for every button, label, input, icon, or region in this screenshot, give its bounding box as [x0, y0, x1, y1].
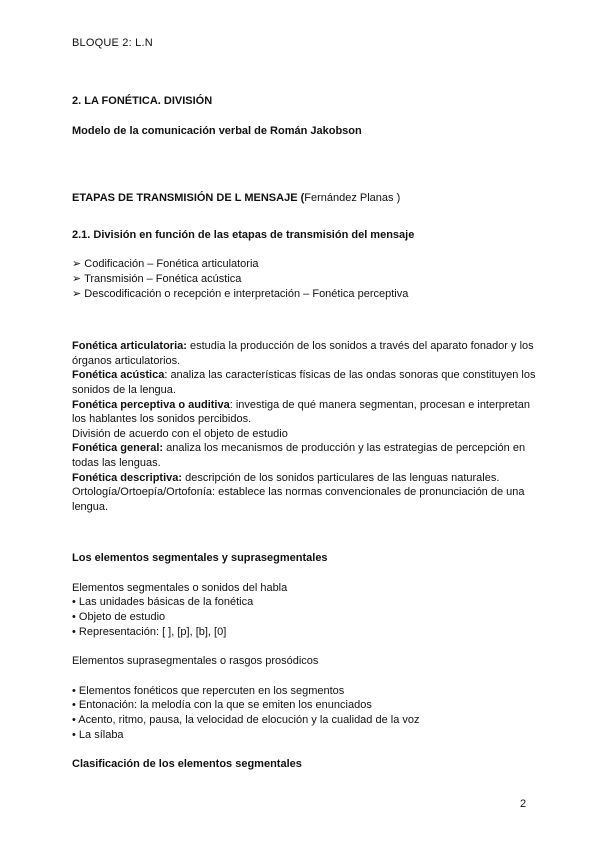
segmental-intro: Elementos segmentales o sonidos del habla — [72, 581, 288, 594]
suprasegmental-item: • Elementos fonéticos que repercuten en los segmentos — [72, 684, 345, 697]
definition-acustica — [72, 368, 542, 397]
segmental-item: • Representación: [ ], [p], [b], [0] — [72, 625, 227, 638]
definition-term: Fonética articulatoria: — [72, 340, 187, 353]
definition-articulatoria — [72, 339, 542, 368]
suprasegmental-item: • Acento, ritmo, pausa, la velocidad de elocución y la cualidad de la voz — [72, 714, 420, 727]
definition-ortologia — [72, 485, 542, 514]
stages-title — [72, 191, 542, 206]
definition-descriptiva — [72, 471, 542, 486]
definition-text: : investiga de qué manera segmentan, procesan e interpretan los hablantes los sonidos percibidos. — [72, 398, 530, 426]
segmental-title: Los elementos segmentales y suprasegmentales — [72, 552, 328, 565]
definition-term: Fonética descriptiva: — [72, 471, 183, 484]
stage-item: ➢ Transmisión – Fonética acústica — [72, 272, 242, 285]
definition-text: División de acuerdo con el objeto de estudio — [72, 427, 288, 440]
segmental-item: • Las unidades básicas de la fonética — [72, 596, 254, 609]
definition-perceptiva — [72, 398, 542, 427]
definition-text: : analiza las características físicas de las ondas sonoras que constituyen los sonidos de la lengua. — [72, 369, 536, 396]
definition-term: Fonética acústica — [72, 369, 165, 382]
page-content — [72, 94, 542, 772]
section-title: 2. LA FONÉTICA. DIVISIÓN — [72, 95, 213, 107]
suprasegmental-item: • Entonación: la melodía con la que se emiten los enunciados — [72, 699, 372, 712]
stage-item: ➢ Codificación – Fonética articulatoria — [72, 258, 259, 271]
page-header: BLOQUE 2: L.N — [72, 37, 153, 49]
page-number: 2 — [520, 798, 527, 810]
subsection-title: 2.1. División en función de las etapas de transmisión del mensaje — [72, 228, 415, 241]
definition-term: Fonética general: — [72, 442, 164, 455]
segmental-item: • Objeto de estudio — [72, 611, 166, 624]
classification-title: Clasificación de los elementos segmentales — [72, 758, 302, 771]
model-title: Modelo de la comunicación verbal de Román Jakobson — [72, 124, 362, 137]
definition-term: Fonética perceptiva o auditiva — [72, 398, 230, 411]
definition-text: descripción de los sonidos particulares de las lenguas naturales. — [182, 471, 500, 484]
stage-item: ➢ Descodificación o recepción e interpretación – Fonética perceptiva — [72, 287, 409, 300]
suprasegmental-intro: Elementos suprasegmentales o rasgos prosódicos — [72, 655, 319, 668]
definition-general — [72, 441, 542, 470]
suprasegmental-item: • La sílaba — [72, 728, 124, 741]
division-objeto-estudio — [72, 427, 542, 442]
definition-text: estudia la producción de los sonidos a través del aparato fonador y los órganos articulatorios. — [72, 340, 534, 367]
stages-title-bold: ETAPAS DE TRANSMISIÓN DE L MENSAJE ( — [72, 192, 305, 205]
definition-text: Ortología/Ortoepía/Ortofonía: establece las normas convencionales de pronunciación de una lengua. — [72, 486, 525, 513]
stages-title-author: Fernández Planas ) — [304, 192, 401, 205]
definition-text: analiza los mecanismos de producción y las estrategias de percepción en todas las lenguas. — [72, 442, 526, 469]
